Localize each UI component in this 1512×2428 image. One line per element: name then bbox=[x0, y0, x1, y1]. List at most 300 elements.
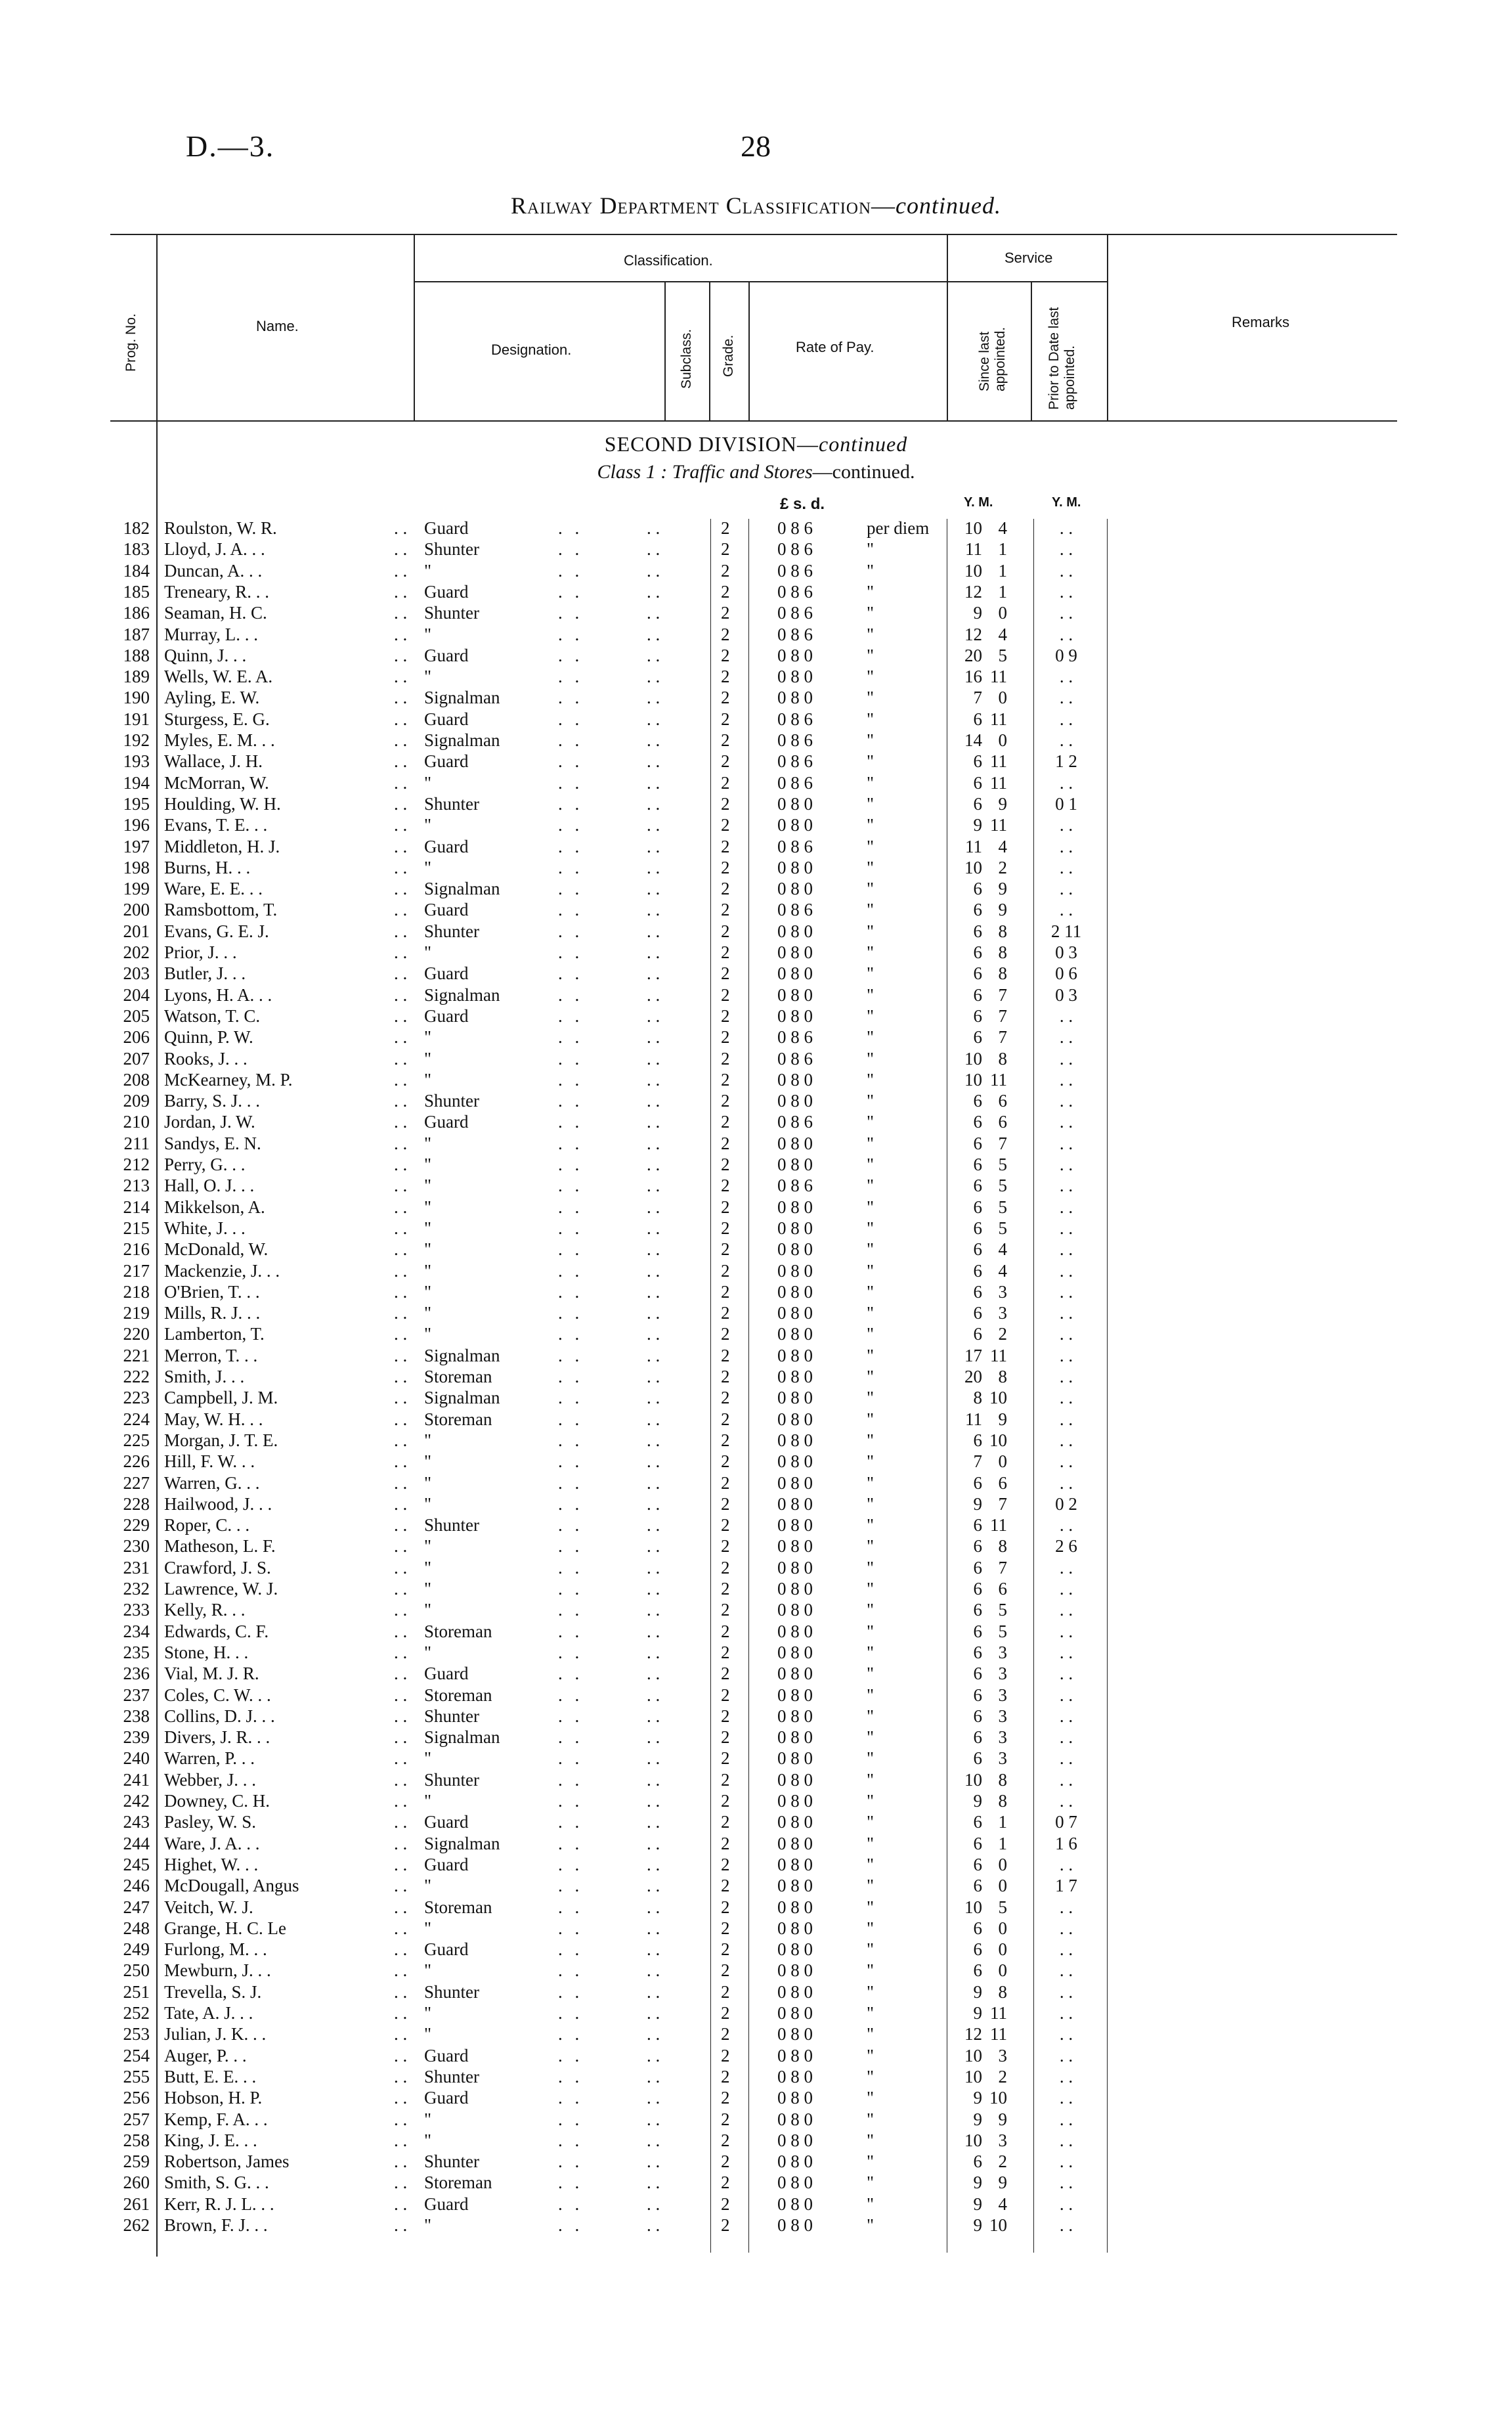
prog-number: 262 bbox=[123, 2215, 150, 2235]
leader-dots: . . bbox=[558, 942, 584, 962]
prior-service: . . bbox=[1059, 1981, 1073, 2002]
grade: 2 bbox=[721, 1472, 730, 1493]
table-row bbox=[0, 1833, 1512, 1854]
leader-dots: . . bbox=[558, 1324, 584, 1344]
pay-period: " bbox=[867, 624, 875, 644]
table-row bbox=[0, 751, 1512, 772]
since-years: 6 bbox=[973, 984, 982, 1005]
pay-period: " bbox=[867, 1176, 875, 1196]
since-years: 6 bbox=[973, 1664, 982, 1684]
staff-name: Lawrence, W. J. bbox=[164, 1579, 278, 1599]
designation: Guard bbox=[424, 1005, 469, 1026]
rate-of-pay: 0 8 6 bbox=[777, 730, 813, 750]
since-months: 7 bbox=[998, 1027, 1007, 1048]
staff-name: Divers, J. R. . . bbox=[164, 1727, 270, 1748]
designation: " bbox=[424, 2215, 432, 2235]
grade: 2 bbox=[721, 539, 730, 560]
prog-number: 259 bbox=[123, 2152, 150, 2172]
leader-dots: . . bbox=[647, 1727, 660, 1748]
leader-dots: . . bbox=[647, 1260, 660, 1281]
rate-of-pay: 0 8 0 bbox=[777, 1515, 813, 1535]
staff-name: Hobson, H. P. bbox=[164, 2088, 263, 2108]
designation: Storeman bbox=[424, 1897, 492, 1917]
rate-of-pay: 0 8 0 bbox=[777, 1854, 813, 1874]
leader-dots: . . bbox=[558, 1664, 584, 1684]
prog-number: 223 bbox=[123, 1388, 150, 1408]
designation: Guard bbox=[424, 836, 469, 856]
since-months: 5 bbox=[998, 1897, 1007, 1917]
grade: 2 bbox=[721, 2109, 730, 2129]
grade: 2 bbox=[721, 1981, 730, 2002]
designation: " bbox=[424, 560, 432, 581]
staff-name: Crawford, J. S. bbox=[164, 1557, 271, 1578]
pay-period: " bbox=[867, 900, 875, 920]
prior-service: . . bbox=[1059, 1791, 1073, 1811]
table-row bbox=[0, 1281, 1512, 1302]
staff-name: Ayling, E. W. bbox=[164, 688, 260, 708]
designation: Guard bbox=[424, 1812, 469, 1832]
prog-number: 250 bbox=[123, 1960, 150, 1981]
staff-name: Downey, C. H. bbox=[164, 1791, 270, 1811]
designation: " bbox=[424, 2003, 432, 2023]
staff-name: Quinn, P. W. bbox=[164, 1027, 253, 1048]
grade: 2 bbox=[721, 1812, 730, 1832]
prog-number: 205 bbox=[123, 1005, 150, 1026]
prog-number: 257 bbox=[123, 2109, 150, 2129]
table-row bbox=[0, 539, 1512, 560]
prog-number: 245 bbox=[123, 1854, 150, 1874]
pay-period: " bbox=[867, 2173, 875, 2193]
pay-period: " bbox=[867, 1409, 875, 1429]
designation: " bbox=[424, 1557, 432, 1578]
staff-name: Watson, T. C. bbox=[164, 1005, 261, 1026]
leader-dots: . . bbox=[558, 539, 584, 560]
grade: 2 bbox=[721, 1239, 730, 1260]
since-years: 6 bbox=[973, 1260, 982, 1281]
prior-service: . . bbox=[1059, 2109, 1073, 2129]
staff-name: Wallace, J. H. bbox=[164, 751, 263, 772]
staff-name: Lyons, H. A. . . bbox=[164, 984, 272, 1005]
pay-period: " bbox=[867, 1664, 875, 1684]
since-years: 9 bbox=[973, 603, 982, 623]
designation: " bbox=[424, 1579, 432, 1599]
staff-name: Smith, J. . . bbox=[164, 1367, 245, 1386]
since-years: 20 bbox=[964, 1367, 982, 1386]
prog-number: 198 bbox=[123, 857, 150, 877]
rate-of-pay: 0 8 0 bbox=[777, 1876, 813, 1896]
leader-dots: . . bbox=[647, 1939, 660, 1960]
table-row bbox=[0, 984, 1512, 1005]
leader-dots: . . bbox=[394, 1218, 408, 1238]
since-months: 3 bbox=[998, 2045, 1007, 2065]
since-months: 3 bbox=[998, 1281, 1007, 1302]
leader-dots: . . bbox=[394, 1048, 408, 1069]
prior-service: . . bbox=[1059, 539, 1073, 560]
designation: " bbox=[424, 1218, 432, 1238]
grade: 2 bbox=[721, 1069, 730, 1090]
designation: Storeman bbox=[424, 1409, 492, 1429]
since-months: 0 bbox=[998, 603, 1007, 623]
prior-service: . . bbox=[1059, 1027, 1073, 1048]
designation: " bbox=[424, 1642, 432, 1662]
table-row bbox=[0, 942, 1512, 963]
pay-period: " bbox=[867, 539, 875, 560]
prior-service: . . bbox=[1059, 603, 1073, 623]
leader-dots: . . bbox=[647, 2173, 660, 2193]
staff-name: Mackenzie, J. . . bbox=[164, 1260, 280, 1281]
prior-service: . . bbox=[1059, 2152, 1073, 2172]
since-months: 5 bbox=[998, 1176, 1007, 1196]
leader-dots: . . bbox=[394, 624, 408, 644]
rate-of-pay: 0 8 6 bbox=[777, 1048, 813, 1069]
leader-dots: . . bbox=[647, 984, 660, 1005]
leader-dots: . . bbox=[558, 560, 584, 581]
prog-number: 189 bbox=[123, 667, 150, 687]
since-years: 17 bbox=[964, 1345, 982, 1365]
prior-service: . . bbox=[1059, 815, 1073, 835]
designation: " bbox=[424, 2024, 432, 2044]
leader-dots: . . bbox=[647, 1769, 660, 1790]
since-years: 6 bbox=[973, 921, 982, 941]
leader-dots: . . bbox=[558, 1960, 584, 1981]
staff-name: Warren, G. . . bbox=[164, 1472, 260, 1493]
table-row bbox=[0, 1069, 1512, 1090]
pay-period: " bbox=[867, 1515, 875, 1535]
since-years: 6 bbox=[973, 1600, 982, 1620]
pay-period: " bbox=[867, 1727, 875, 1748]
header-grade: Grade. bbox=[721, 334, 736, 377]
pay-period: " bbox=[867, 1218, 875, 1238]
designation: Guard bbox=[424, 1664, 469, 1684]
prog-number: 212 bbox=[123, 1155, 150, 1174]
prior-service: . . bbox=[1059, 1048, 1073, 1069]
grade: 2 bbox=[721, 1769, 730, 1790]
table-row bbox=[0, 1451, 1512, 1472]
table-row bbox=[0, 1557, 1512, 1578]
designation: Guard bbox=[424, 900, 469, 920]
leader-dots: . . bbox=[647, 1833, 660, 1853]
rate-of-pay: 0 8 0 bbox=[777, 1069, 813, 1090]
pay-period: " bbox=[867, 1197, 875, 1217]
since-months: 7 bbox=[998, 1493, 1007, 1514]
designation: " bbox=[424, 1197, 432, 1217]
grade: 2 bbox=[721, 1557, 730, 1578]
table-row bbox=[0, 1706, 1512, 1727]
leader-dots: . . bbox=[394, 2066, 408, 2086]
since-months: 11 bbox=[990, 1515, 1007, 1535]
prior-service: . . bbox=[1059, 709, 1073, 729]
table-row bbox=[0, 2109, 1512, 2130]
since-months: 9 bbox=[998, 2173, 1007, 2193]
leader-dots: . . bbox=[558, 1197, 584, 1217]
staff-name: Webber, J. . . bbox=[164, 1769, 256, 1790]
designation: Storeman bbox=[424, 1685, 492, 1705]
leader-dots: . . bbox=[394, 645, 408, 665]
staff-name: May, W. H. . . bbox=[164, 1409, 263, 1429]
rate-of-pay: 0 8 0 bbox=[777, 1091, 813, 1111]
staff-name: Merron, T. . . bbox=[164, 1345, 258, 1365]
grade: 2 bbox=[721, 1027, 730, 1048]
grade: 2 bbox=[721, 815, 730, 835]
table-row bbox=[0, 921, 1512, 942]
leader-dots: . . bbox=[558, 730, 584, 750]
pay-period: " bbox=[867, 772, 875, 793]
grade: 2 bbox=[721, 603, 730, 623]
leader-dots: . . bbox=[558, 1642, 584, 1662]
grade: 2 bbox=[721, 1430, 730, 1450]
leader-dots: . . bbox=[394, 2215, 408, 2235]
leader-dots: . . bbox=[647, 836, 660, 856]
rate-of-pay: 0 8 0 bbox=[777, 921, 813, 941]
table-row bbox=[0, 1197, 1512, 1218]
staff-name: Hailwood, J. . . bbox=[164, 1493, 272, 1514]
grade: 2 bbox=[721, 1876, 730, 1896]
rate-of-pay: 0 8 0 bbox=[777, 1621, 813, 1641]
prior-service: . . bbox=[1059, 1345, 1073, 1365]
pay-period: " bbox=[867, 1367, 875, 1386]
pay-period: " bbox=[867, 1472, 875, 1493]
since-years: 20 bbox=[964, 645, 982, 665]
since-years: 6 bbox=[973, 1430, 982, 1450]
since-years: 10 bbox=[964, 1069, 982, 1090]
prior-service: . . bbox=[1059, 1769, 1073, 1790]
header-service: Service bbox=[1004, 250, 1053, 266]
leader-dots: . . bbox=[394, 1027, 408, 1048]
staff-name: Myles, E. M. . . bbox=[164, 730, 275, 750]
designation: " bbox=[424, 1260, 432, 1281]
leader-dots: . . bbox=[558, 921, 584, 941]
staff-name: Roper, C. . . bbox=[164, 1515, 250, 1535]
since-years: 10 bbox=[964, 1769, 982, 1790]
since-years: 6 bbox=[973, 1642, 982, 1662]
rate-of-pay: 0 8 0 bbox=[777, 984, 813, 1005]
col-rule-prior bbox=[1107, 234, 1108, 420]
since-years: 6 bbox=[973, 1579, 982, 1599]
table-row bbox=[0, 560, 1512, 581]
pay-period: " bbox=[867, 560, 875, 581]
grade: 2 bbox=[721, 1324, 730, 1344]
prog-number: 196 bbox=[123, 815, 150, 835]
leader-dots: . . bbox=[558, 1812, 584, 1832]
prog-number: 210 bbox=[123, 1112, 150, 1132]
prog-number: 214 bbox=[123, 1197, 150, 1217]
leader-dots: . . bbox=[394, 2003, 408, 2023]
grade: 2 bbox=[721, 645, 730, 665]
grade: 2 bbox=[721, 2215, 730, 2235]
since-years: 12 bbox=[964, 581, 982, 602]
grade: 2 bbox=[721, 1727, 730, 1748]
since-months: 11 bbox=[990, 1345, 1007, 1365]
leader-dots: . . bbox=[394, 2088, 408, 2108]
since-months: 8 bbox=[998, 1981, 1007, 2002]
prog-number: 237 bbox=[123, 1685, 150, 1705]
leader-dots: . . bbox=[394, 1112, 408, 1132]
pay-period: " bbox=[867, 2003, 875, 2023]
staff-name: Edwards, C. F. bbox=[164, 1621, 269, 1641]
rate-of-pay: 0 8 6 bbox=[777, 539, 813, 560]
designation: Guard bbox=[424, 1939, 469, 1960]
prior-service: 0 3 bbox=[1055, 984, 1077, 1005]
staff-name: McDougall, Angus bbox=[164, 1876, 299, 1896]
pay-period: " bbox=[867, 815, 875, 835]
table-row bbox=[0, 1981, 1512, 2002]
pay-period: " bbox=[867, 1897, 875, 1917]
leader-dots: . . bbox=[394, 2109, 408, 2129]
since-months: 7 bbox=[998, 1005, 1007, 1026]
prior-service: . . bbox=[1059, 560, 1073, 581]
prog-number: 243 bbox=[123, 1812, 150, 1832]
since-years: 14 bbox=[964, 730, 982, 750]
pay-period: " bbox=[867, 2152, 875, 2172]
prior-service: . . bbox=[1059, 2003, 1073, 2023]
since-months: 6 bbox=[998, 1112, 1007, 1132]
staff-name: Stone, H. . . bbox=[164, 1642, 249, 1662]
col-rule-name bbox=[414, 234, 415, 420]
since-months: 5 bbox=[998, 1197, 1007, 1217]
pay-period: " bbox=[867, 1748, 875, 1769]
rate-of-pay: 0 8 6 bbox=[777, 1176, 813, 1196]
rate-of-pay: 0 8 6 bbox=[777, 560, 813, 581]
prog-number: 188 bbox=[123, 645, 150, 665]
leader-dots: . . bbox=[394, 2152, 408, 2172]
designation: Guard bbox=[424, 751, 469, 772]
prior-service: 2 11 bbox=[1050, 921, 1082, 941]
table-row bbox=[0, 899, 1512, 920]
prog-number: 251 bbox=[123, 1981, 150, 2002]
grade: 2 bbox=[721, 2130, 730, 2150]
grade: 2 bbox=[721, 1409, 730, 1429]
grade: 2 bbox=[721, 1748, 730, 1769]
prior-service: . . bbox=[1059, 1557, 1073, 1578]
since-months: 11 bbox=[990, 772, 1007, 793]
prog-number: 220 bbox=[123, 1324, 150, 1344]
prior-service: . . bbox=[1059, 1303, 1073, 1323]
staff-name: Coles, C. W. . . bbox=[164, 1685, 271, 1705]
header-designation: Designation. bbox=[491, 342, 572, 358]
prog-number: 227 bbox=[123, 1472, 150, 1493]
leader-dots: . . bbox=[558, 2215, 584, 2235]
grade: 2 bbox=[721, 1388, 730, 1408]
leader-dots: . . bbox=[647, 1472, 660, 1493]
pay-period: " bbox=[867, 1642, 875, 1662]
pay-period: " bbox=[867, 603, 875, 623]
table-row bbox=[0, 1685, 1512, 1706]
table-row bbox=[0, 2066, 1512, 2087]
leader-dots: . . bbox=[394, 2194, 408, 2214]
leader-dots: . . bbox=[647, 1748, 660, 1769]
since-months: 10 bbox=[989, 2215, 1007, 2235]
document-code: D.—3. bbox=[186, 129, 275, 163]
designation: Shunter bbox=[424, 1515, 479, 1535]
header-remarks: Remarks bbox=[1232, 314, 1290, 330]
leader-dots: . . bbox=[647, 1664, 660, 1684]
leader-dots: . . bbox=[558, 1621, 584, 1641]
leader-dots: . . bbox=[558, 1897, 584, 1917]
since-years: 6 bbox=[973, 793, 982, 814]
table-row bbox=[0, 1769, 1512, 1790]
grade: 2 bbox=[721, 1155, 730, 1174]
pay-period: " bbox=[867, 1091, 875, 1111]
leader-dots: . . bbox=[558, 2194, 584, 2214]
class-label: Class 1 : bbox=[597, 461, 672, 483]
since-years: 6 bbox=[973, 1176, 982, 1196]
rate-of-pay: 0 8 6 bbox=[777, 900, 813, 920]
grade: 2 bbox=[721, 1918, 730, 1938]
staff-name: Roulston, W. R. bbox=[164, 518, 277, 538]
grade: 2 bbox=[721, 560, 730, 581]
staff-name: O'Brien, T. . . bbox=[164, 1281, 260, 1302]
leader-dots: . . bbox=[647, 942, 660, 962]
since-months: 0 bbox=[998, 1451, 1007, 1472]
since-months: 1 bbox=[998, 581, 1007, 602]
designation: Shunter bbox=[424, 921, 479, 941]
leader-dots: . . bbox=[394, 1600, 408, 1620]
page-number: 28 bbox=[741, 129, 771, 163]
leader-dots: . . bbox=[647, 1197, 660, 1217]
prog-number: 231 bbox=[123, 1557, 150, 1578]
prior-service: . . bbox=[1059, 581, 1073, 602]
table-row bbox=[0, 1366, 1512, 1387]
table-row bbox=[0, 2151, 1512, 2172]
leader-dots: . . bbox=[394, 1939, 408, 1960]
leader-dots: . . bbox=[394, 1260, 408, 1281]
since-months: 1 bbox=[998, 539, 1007, 560]
leader-dots: . . bbox=[647, 1303, 660, 1323]
pay-period: " bbox=[867, 1812, 875, 1832]
since-years: 10 bbox=[964, 2045, 982, 2065]
designation: Signalman bbox=[424, 1388, 500, 1408]
leader-dots: . . bbox=[558, 1833, 584, 1853]
rate-of-pay: 0 8 0 bbox=[777, 879, 813, 899]
pay-period: " bbox=[867, 1451, 875, 1472]
pay-period: " bbox=[867, 1155, 875, 1174]
leader-dots: . . bbox=[394, 2173, 408, 2193]
since-years: 6 bbox=[973, 1557, 982, 1578]
designation: Storeman bbox=[424, 1367, 492, 1386]
leader-dots: . . bbox=[558, 688, 584, 708]
leader-dots: . . bbox=[394, 921, 408, 941]
staff-name: Sturgess, E. G. bbox=[164, 709, 270, 729]
designation: Guard bbox=[424, 645, 469, 665]
prior-service: . . bbox=[1059, 1727, 1073, 1748]
leader-dots: . . bbox=[558, 1579, 584, 1599]
staff-name: Butler, J. . . bbox=[164, 963, 246, 984]
since-years: 6 bbox=[973, 1833, 982, 1853]
leader-dots: . . bbox=[394, 1833, 408, 1853]
prior-service: . . bbox=[1059, 1897, 1073, 1917]
prior-service: . . bbox=[1059, 518, 1073, 538]
header-bottom-rule bbox=[110, 420, 1397, 422]
pay-period: " bbox=[867, 879, 875, 899]
leader-dots: . . bbox=[647, 1515, 660, 1535]
staff-name: Grange, H. C. Le bbox=[164, 1918, 286, 1938]
pay-period: " bbox=[867, 1791, 875, 1811]
rate-of-pay: 0 8 0 bbox=[777, 2173, 813, 2193]
leader-dots: . . bbox=[394, 1876, 408, 1896]
prog-number: 256 bbox=[123, 2088, 150, 2108]
pay-period: " bbox=[867, 1048, 875, 1069]
leader-dots: . . bbox=[647, 1812, 660, 1832]
staff-name: Mewburn, J. . . bbox=[164, 1960, 271, 1981]
leader-dots: . . bbox=[647, 900, 660, 920]
designation: " bbox=[424, 1536, 432, 1556]
since-years: 10 bbox=[964, 857, 982, 877]
designation: " bbox=[424, 1960, 432, 1981]
prog-number: 226 bbox=[123, 1451, 150, 1472]
table-row bbox=[0, 687, 1512, 708]
prog-number: 194 bbox=[123, 772, 150, 793]
prior-service: 1 7 bbox=[1055, 1876, 1077, 1896]
